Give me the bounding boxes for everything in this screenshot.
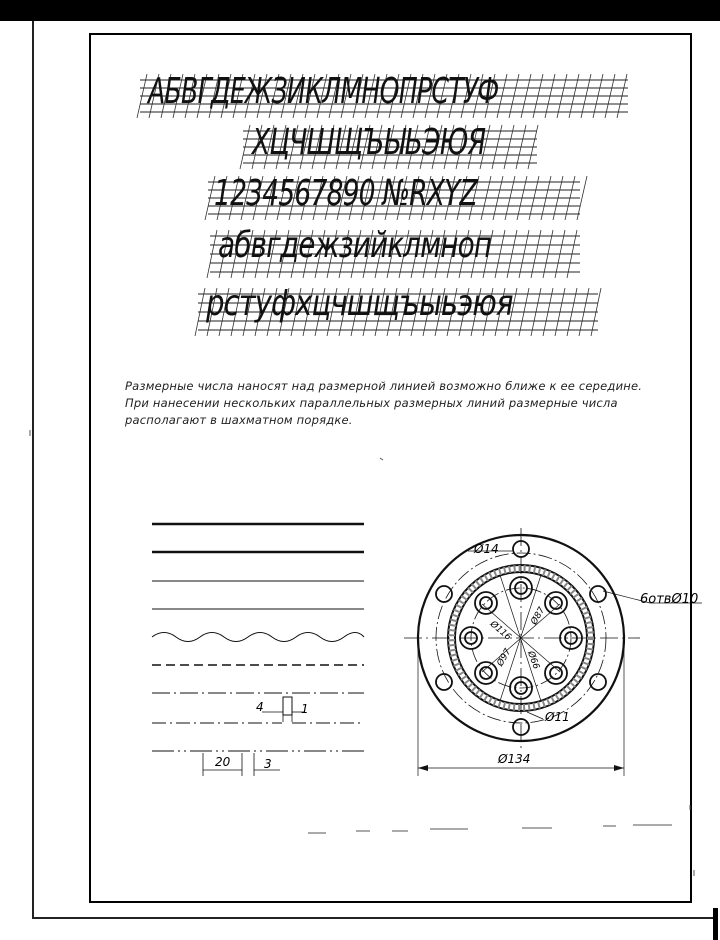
dim-label-3: 3: [264, 757, 272, 771]
note-line-2: При нанесении нескольких параллельных размерных линий размерные числа: [125, 396, 618, 410]
dim-label-20: 20: [215, 755, 231, 769]
digits-latin-row: 1234567890 №RXYZ: [214, 173, 477, 214]
uppercase-alphabet-row-2: ХЦЧШЩЪЫЬЭЮЯ: [252, 122, 486, 163]
note-line-1: Размерные числа наносят над размерной линией возможно ближе к ее середине.: [125, 379, 643, 393]
lowercase-alphabet-row-1: абвгдежзийклмноп: [218, 225, 492, 266]
dim-label-1: 1: [301, 702, 309, 716]
note-line-3: располагают в шахматном порядке.: [125, 413, 353, 427]
dim-label-d14: Ø14: [474, 542, 499, 556]
hole-count-label: 6отвØ10: [640, 592, 699, 607]
dim-label-d134: Ø134: [498, 752, 531, 766]
dim-label-d87: Ø87: [529, 605, 548, 627]
dim-label-4: 4: [256, 700, 264, 714]
dim-label-d97: Ø97: [495, 647, 514, 669]
dim-label-d11: Ø11: [545, 710, 570, 724]
dim-label-d116: Ø116: [487, 619, 513, 643]
lowercase-alphabet-row-2: рстуфхцчшщъыьэюя: [206, 283, 513, 324]
dim-label-d66: Ø66: [524, 649, 541, 671]
uppercase-alphabet-row-1: АБВГДЕЖЗИКЛМНОПРСТУФ: [148, 71, 499, 112]
